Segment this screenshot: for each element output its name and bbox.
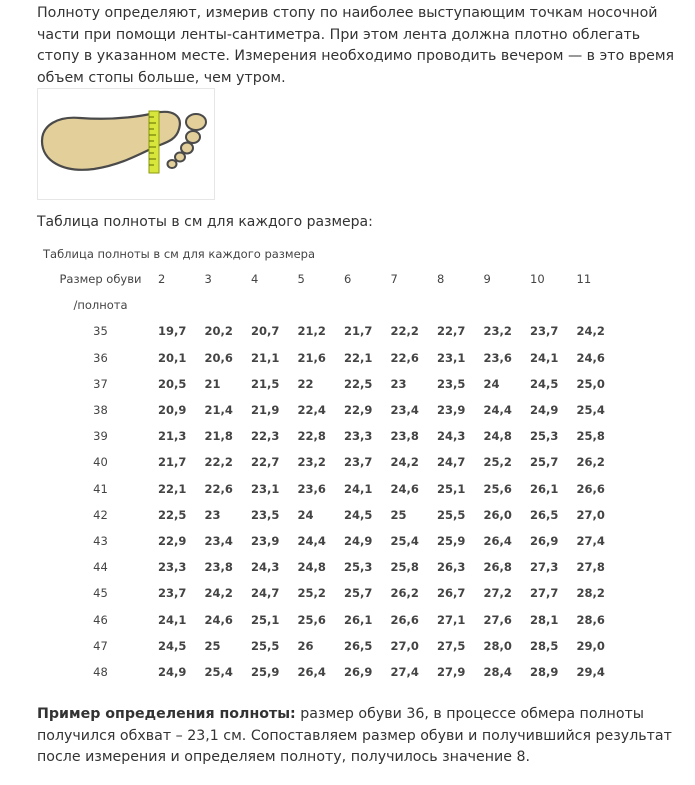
girth-value-cell: 21,7 <box>158 455 187 470</box>
girth-value-cell: 26,1 <box>344 612 373 627</box>
girth-value-cell: 25,9 <box>437 533 466 548</box>
girth-value-cell: 24 <box>483 376 500 391</box>
table-row <box>43 580 617 606</box>
girth-value-cell: 27,3 <box>530 560 559 575</box>
fullness-table <box>43 266 617 685</box>
girth-value-cell: 24,4 <box>483 403 512 418</box>
girth-value-cell: 23,4 <box>204 533 233 548</box>
table-row <box>43 633 617 659</box>
girth-value-cell: 24,5 <box>344 507 373 522</box>
girth-value-cell: 23,1 <box>437 350 466 365</box>
girth-value-cell: 26,4 <box>297 664 326 679</box>
girth-value-cell: 25,2 <box>297 586 326 601</box>
example-text: размер обуви 36, в процессе обмера полноты получился обхват – 23,1 см. Сопоставляем размер обуви и получившийся результат после измерения и определяем полноту, получилось значение 8. <box>37 706 672 765</box>
girth-value-cell: 21,7 <box>344 324 373 339</box>
girth-value-cell: 24,6 <box>390 481 419 496</box>
girth-value-cell: 25,8 <box>576 429 605 444</box>
girth-value-cell: 25,5 <box>437 507 466 522</box>
girth-value-cell: 25,2 <box>483 455 512 470</box>
girth-value-cell: 20,2 <box>204 324 233 339</box>
shoe-size-cell: 46 <box>93 612 108 627</box>
girth-value-cell: 27,9 <box>437 664 466 679</box>
girth-value-cell: 27,7 <box>530 586 559 601</box>
girth-value-cell: 22,7 <box>437 324 466 339</box>
girth-value-cell: 23,8 <box>204 560 233 575</box>
girth-value-cell: 19,7 <box>158 324 187 339</box>
girth-value-cell: 23,7 <box>530 324 559 339</box>
girth-value-cell: 26,9 <box>344 664 373 679</box>
fullness-column-header: 9 <box>483 272 491 287</box>
girth-value-cell: 29,4 <box>576 664 605 679</box>
girth-value-cell: 25,6 <box>297 612 326 627</box>
girth-value-cell: 22,8 <box>297 429 326 444</box>
girth-value-cell: 28,2 <box>576 586 605 601</box>
table-row <box>43 449 617 475</box>
fullness-column-header: 6 <box>344 272 352 287</box>
girth-value-cell: 25,9 <box>251 664 280 679</box>
girth-value-cell: 23,7 <box>344 455 373 470</box>
girth-value-cell: 28,6 <box>576 612 605 627</box>
girth-value-cell: 26,6 <box>576 481 605 496</box>
girth-value-cell: 27,4 <box>390 664 419 679</box>
girth-value-cell: 26,5 <box>344 638 373 653</box>
girth-value-cell: 27,6 <box>483 612 512 627</box>
girth-value-cell: 25,0 <box>576 376 605 391</box>
girth-value-cell: 25,1 <box>251 612 280 627</box>
girth-value-cell: 24,8 <box>483 429 512 444</box>
girth-value-cell: 24,6 <box>204 612 233 627</box>
girth-value-cell: 22,1 <box>158 481 187 496</box>
table-body <box>43 318 617 685</box>
shoe-size-cell: 48 <box>93 664 108 679</box>
girth-value-cell: 24,9 <box>530 403 559 418</box>
shoe-size-cell: 41 <box>93 481 108 496</box>
shoe-size-cell: 37 <box>93 376 108 391</box>
girth-value-cell: 23 <box>390 376 407 391</box>
girth-value-cell: 21,3 <box>158 429 187 444</box>
girth-value-cell: 25,4 <box>204 664 233 679</box>
girth-value-cell: 27,8 <box>576 560 605 575</box>
girth-value-cell: 20,7 <box>251 324 280 339</box>
shoe-size-cell: 38 <box>93 403 108 418</box>
example-paragraph <box>37 704 677 769</box>
girth-value-cell: 25 <box>390 507 407 522</box>
table-title: Таблица полноты в см для каждого размера <box>43 247 316 261</box>
girth-value-cell: 23,9 <box>251 533 280 548</box>
girth-value-cell: 23,1 <box>251 481 280 496</box>
girth-value-cell: 24,5 <box>158 638 187 653</box>
girth-value-cell: 25,7 <box>530 455 559 470</box>
girth-value-cell: 23,3 <box>158 560 187 575</box>
table-row <box>43 502 617 528</box>
table-row <box>43 554 617 580</box>
girth-value-cell: 21,1 <box>251 350 280 365</box>
girth-value-cell: 25,7 <box>344 586 373 601</box>
girth-value-cell: 26 <box>297 638 314 653</box>
girth-value-cell: 26,8 <box>483 560 512 575</box>
girth-value-cell: 26,2 <box>390 586 419 601</box>
girth-value-cell: 25,1 <box>437 481 466 496</box>
girth-value-cell: 23,2 <box>483 324 512 339</box>
fullness-column-header: 10 <box>530 272 545 287</box>
table-row <box>43 318 617 344</box>
girth-value-cell: 22 <box>297 376 314 391</box>
girth-value-cell: 28,5 <box>530 638 559 653</box>
fullness-column-header: 7 <box>390 272 398 287</box>
example-heading: Пример определения полноты: <box>37 706 296 722</box>
girth-value-cell: 23,8 <box>390 429 419 444</box>
fullness-column-header: 8 <box>437 272 445 287</box>
girth-value-cell: 27,0 <box>390 638 419 653</box>
girth-value-cell: 28,9 <box>530 664 559 679</box>
girth-value-cell: 25,4 <box>390 533 419 548</box>
table-row <box>43 345 617 371</box>
girth-value-cell: 22,1 <box>344 350 373 365</box>
girth-value-cell: 24,8 <box>297 560 326 575</box>
girth-value-cell: 23,6 <box>483 350 512 365</box>
girth-value-cell: 28,0 <box>483 638 512 653</box>
girth-value-cell: 21,9 <box>251 403 280 418</box>
shoe-size-cell: 47 <box>93 638 108 653</box>
girth-value-cell: 23 <box>204 507 221 522</box>
girth-value-cell: 26,2 <box>576 455 605 470</box>
girth-value-cell: 21,2 <box>297 324 326 339</box>
girth-value-cell: 26,7 <box>437 586 466 601</box>
girth-value-cell: 24,2 <box>576 324 605 339</box>
girth-value-cell: 26,0 <box>483 507 512 522</box>
girth-value-cell: 20,6 <box>204 350 233 365</box>
girth-value-cell: 22,9 <box>344 403 373 418</box>
shoe-size-cell: 45 <box>93 586 108 601</box>
girth-value-cell: 21,6 <box>297 350 326 365</box>
girth-value-cell: 22,9 <box>158 533 187 548</box>
table-row <box>43 371 617 397</box>
girth-value-cell: 22,6 <box>204 481 233 496</box>
girth-value-cell: 22,2 <box>390 324 419 339</box>
table-row <box>43 528 617 554</box>
girth-value-cell: 21,4 <box>204 403 233 418</box>
fullness-column-header: 11 <box>576 272 592 287</box>
girth-value-cell: 25,6 <box>483 481 512 496</box>
girth-value-cell: 23,5 <box>437 376 466 391</box>
girth-value-cell: 22,2 <box>204 455 233 470</box>
fullness-column-header: 5 <box>297 272 305 287</box>
girth-value-cell: 20,5 <box>158 376 187 391</box>
girth-value-cell: 24,3 <box>251 560 280 575</box>
girth-value-cell: 24,4 <box>297 533 326 548</box>
girth-value-cell: 26,3 <box>437 560 466 575</box>
girth-value-cell: 25,5 <box>251 638 280 653</box>
girth-value-cell: 28,1 <box>530 612 559 627</box>
table-row <box>43 606 617 632</box>
girth-value-cell: 26,5 <box>530 507 559 522</box>
girth-value-cell: 23,3 <box>344 429 373 444</box>
girth-value-cell: 21 <box>204 376 221 391</box>
girth-value-cell: 27,0 <box>576 507 605 522</box>
girth-value-cell: 26,6 <box>390 612 419 627</box>
girth-value-cell: 22,6 <box>390 350 419 365</box>
girth-value-cell: 22,5 <box>158 507 187 522</box>
girth-value-cell: 26,9 <box>530 533 559 548</box>
shoe-size-cell: 35 <box>93 324 108 339</box>
shoe-size-cell: 43 <box>93 533 108 548</box>
girth-value-cell: 24,5 <box>530 376 559 391</box>
table-header-row <box>43 266 617 292</box>
girth-value-cell: 24,7 <box>437 455 466 470</box>
fullness-column-header: 3 <box>204 272 212 287</box>
shoe-size-cell: 44 <box>93 560 108 575</box>
girth-value-cell: 20,1 <box>158 350 187 365</box>
fullness-subheader: /полнота <box>73 298 128 313</box>
girth-value-cell: 27,4 <box>576 533 605 548</box>
girth-value-cell: 24,2 <box>204 586 233 601</box>
fullness-column-header: 4 <box>251 272 259 287</box>
girth-value-cell: 23,2 <box>297 455 326 470</box>
table-row <box>43 397 617 423</box>
size-header: Размер обуви <box>59 272 142 287</box>
girth-value-cell: 25,4 <box>576 403 605 418</box>
foot-measurement-illustration <box>37 88 215 200</box>
girth-value-cell: 22,5 <box>344 376 373 391</box>
girth-value-cell: 26,1 <box>530 481 559 496</box>
girth-value-cell: 24,2 <box>390 455 419 470</box>
girth-value-cell: 25 <box>204 638 221 653</box>
table-row <box>43 476 617 502</box>
girth-value-cell: 29,0 <box>576 638 605 653</box>
girth-value-cell: 27,1 <box>437 612 466 627</box>
girth-value-cell: 24,7 <box>251 586 280 601</box>
girth-value-cell: 24 <box>297 507 314 522</box>
girth-value-cell: 24,3 <box>437 429 466 444</box>
girth-value-cell: 22,4 <box>297 403 326 418</box>
girth-value-cell: 27,5 <box>437 638 466 653</box>
girth-value-cell: 22,3 <box>251 429 280 444</box>
table-row <box>43 659 617 685</box>
table-caption: Таблица полноты в см для каждого размера: <box>37 214 373 230</box>
girth-value-cell: 25,3 <box>344 560 373 575</box>
girth-value-cell: 25,3 <box>530 429 559 444</box>
girth-value-cell: 23,7 <box>158 586 187 601</box>
fullness-column-header: 2 <box>158 272 166 287</box>
girth-value-cell: 24,1 <box>530 350 559 365</box>
girth-value-cell: 26,4 <box>483 533 512 548</box>
girth-value-cell: 24,1 <box>158 612 187 627</box>
shoe-size-cell: 36 <box>93 350 108 365</box>
girth-value-cell: 27,2 <box>483 586 512 601</box>
girth-value-cell: 23,9 <box>437 403 466 418</box>
girth-value-cell: 28,4 <box>483 664 512 679</box>
shoe-size-cell: 39 <box>93 429 108 444</box>
girth-value-cell: 24,9 <box>344 533 373 548</box>
girth-value-cell: 20,9 <box>158 403 187 418</box>
girth-value-cell: 21,5 <box>251 376 280 391</box>
table-subheader-row <box>43 292 617 318</box>
girth-value-cell: 22,7 <box>251 455 280 470</box>
girth-value-cell: 24,6 <box>576 350 605 365</box>
girth-value-cell: 24,9 <box>158 664 187 679</box>
girth-value-cell: 23,4 <box>390 403 419 418</box>
girth-value-cell: 23,5 <box>251 507 280 522</box>
girth-value-cell: 24,1 <box>344 481 373 496</box>
intro-paragraph: Полноту определяют, измерив стопу по наиболее выступающим точкам носочной части при помощи ленты-сантиметра. При этом лента должна плотно облегать стопу в указанном месте. Измерения необходимо проводить вечером — в это время объем стопы больше, чем утром. <box>37 5 675 86</box>
shoe-size-cell: 40 <box>93 455 108 470</box>
shoe-size-cell: 42 <box>93 507 108 522</box>
girth-value-cell: 25,8 <box>390 560 419 575</box>
girth-value-cell: 21,8 <box>204 429 233 444</box>
table-row <box>43 423 617 449</box>
girth-value-cell: 23,6 <box>297 481 326 496</box>
foot-icon <box>38 89 214 199</box>
